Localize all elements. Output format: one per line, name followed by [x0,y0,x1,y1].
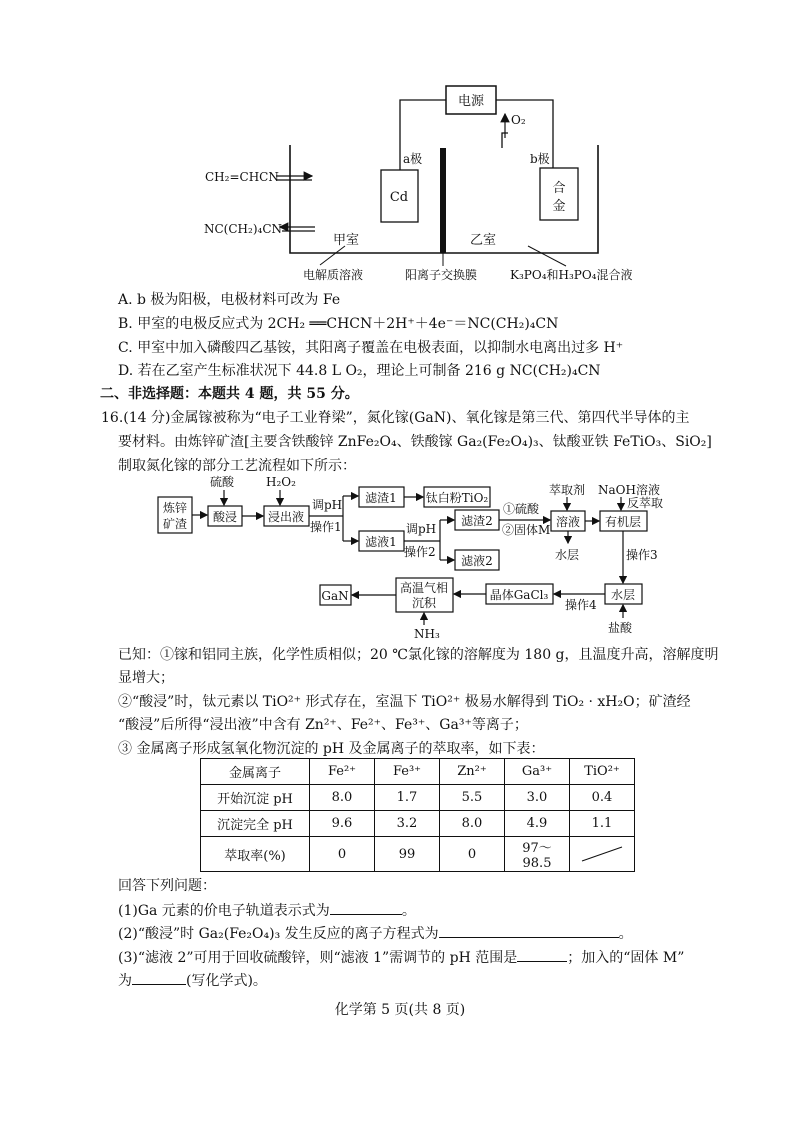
electrolyte-label: 电解质溶液 [303,268,364,282]
question-3 [118,947,684,968]
question-2-suffix: 。 [618,926,633,942]
table-header-cell: TiO²⁺ [570,759,635,785]
diagonal-slash [576,843,628,865]
table-cell: 97～98.5 [505,837,570,872]
table-cell: 0 [440,837,505,872]
filtrate1-label: 滤液1 [365,535,397,549]
questions-intro: 回答下列问题： [118,878,216,894]
anode-a-label: a极 [403,152,423,166]
table-row [201,837,635,872]
option-d: D. 若在乙室产生标准状况下 44.8 L O₂，理论上可制备 216 g NC(CH₂)₄CN [118,363,601,379]
ore-label-bottom: 矿渣 [162,517,188,531]
chamber-a-label: 甲室 [333,233,360,248]
sulfuric-acid-label: 硫酸 [210,475,235,489]
table-cell: 沉淀完全 pH [201,811,310,837]
adjust-ph2-label: 调pH [406,522,437,536]
known-line4: “酸浸”后所得“浸出液”中含有 Zn²⁺、Fe²⁺、Fe³⁺、Ga³⁺等离子； [118,717,528,733]
table-header-cell: Fe²⁺ [310,759,375,785]
o2-label: O₂ [511,113,526,127]
question-3-prefix: (3)“滤液 2”可用于回收硫酸锌，则“滤液 1”需调节的 pH 范围是 [118,950,518,966]
table-header-cell: Zn²⁺ [440,759,505,785]
table-cell: 8.0 [310,785,375,811]
table-header-cell: 金属离子 [201,759,310,785]
anode-b-label: b极 [530,152,550,166]
leachate-label: 浸出液 [267,510,305,524]
answer-blank-3[interactable] [517,947,567,962]
answer-blank-1[interactable] [330,900,402,915]
mixture-pointer [528,246,566,266]
question-2-prefix: (2)“酸浸”时 Ga₂(Fe₂O₄)₃ 发生反应的离子方程式为 [118,926,439,942]
question-1-prefix: (1)Ga 元素的价电子轨道表示式为 [118,903,330,919]
membrane-label: 阳离子交换膜 [405,268,478,282]
question-3-middle: ；加入的“固体 M” [567,950,685,966]
table-cell: 9.6 [310,811,375,837]
option-a: A. b 极为阳极，电极材料可改为 Fe [118,292,341,308]
high-temp-cvd-label-top: 高温气相 [399,581,449,595]
residue1-label: 滤渣1 [365,491,397,505]
table-cell: 萃取率(%) [201,837,310,872]
alloy-electrode-label-top: 合 [552,181,566,196]
option-c: C. 甲室中加入磷酸四乙基铵，其阳离子覆盖在电极表面，以抑制水电离出过多 H⁺ [118,340,624,356]
step-sulfuric-label: ①硫酸 [503,502,540,516]
power-supply-label: 电源 [457,94,485,109]
process-flowchart [0,470,800,670]
high-temp-cvd-label-bottom: 沉积 [411,596,437,610]
q16-intro-line2: 要材料。由炼锌矿渣[主要含铁酸锌 ZnFe₂O₄、铁酸镓 Ga₂(Fe₂O₄)₃、钛酸亚铁 FeTiO₃、SiO₂] [118,434,712,450]
table-cell-slash [570,837,635,872]
question-1-suffix: 。 [401,903,416,919]
known-line5: ③ 金属离子形成氢氧化物沉淀的 pH 及金属离子的萃取率，如下表： [118,741,545,757]
precipitation-table [200,758,635,872]
table-header-cell: Ga³⁺ [505,759,570,785]
question-3-line2-prefix: 为 [118,973,132,989]
acid-leach-label: 酸浸 [212,510,238,524]
input-reactant-label: CH₂=CHCN [205,170,279,184]
table-cell: 5.5 [440,785,505,811]
h2o2-label: H₂O₂ [266,475,296,489]
q16-intro-line1: 16.(14 分)金属镓被称为“电子工业脊梁”，氮化镓(GaN)、氧化镓是第三代、第四代半导体的主 [101,410,690,426]
answer-blank-4[interactable] [132,970,186,985]
table-cell: 3.2 [375,811,440,837]
table-cell: 4.9 [505,811,570,837]
question-3-line2-suffix: (写化学式)。 [186,973,267,989]
residue2-label: 滤渣2 [461,514,493,528]
operation4-label: 操作4 [565,598,597,612]
solution-label: 溶液 [555,515,581,529]
table-cell: 0.4 [570,785,635,811]
output-product-label: NC(CH₂)₄CN [204,222,282,236]
back-extraction-label: 反萃取 [627,496,664,510]
q16-intro-line3: 制取氮化镓的部分工艺流程如下所示： [118,458,356,474]
organic-layer-label: 有机层 [604,515,642,529]
option-b: B. 甲室的电极反应式为 2CH₂ ══CHCN＋2H⁺＋4e⁻＝NC(CH₂)₄CN [118,316,559,332]
alloy-electrode-label-bottom: 金 [552,199,566,214]
operation1-label: 操作1 [310,520,342,534]
nh3-label: NH₃ [414,627,440,641]
answer-blank-2[interactable] [439,923,619,938]
mixture-label: K₃PO₄和H₃PO₄混合液 [510,268,633,282]
electrolysis-cell-diagram [0,0,800,290]
table-cell: 开始沉淀 pH [201,785,310,811]
table-cell: 1.1 [570,811,635,837]
page-footer: 化学第 5 页(共 8 页) [334,1002,466,1018]
ore-label-top: 炼锌 [162,501,188,515]
table-row [201,785,635,811]
question-1 [118,900,416,921]
naoh-solution-label: NaOH溶液 [598,483,660,497]
filtrate2-label: 滤液2 [461,554,493,568]
question-3-line2 [118,970,267,991]
table-cell: 99 [375,837,440,872]
electrolyte-pointer [320,246,345,265]
step-solid-m-label: ②固体M [502,523,551,537]
chamber-b-label: 乙室 [470,233,497,248]
water-layer2-label: 水层 [610,588,636,602]
section-heading: 二、非选择题：本题共 4 题，共 55 分。 [100,386,359,402]
table-row [201,811,635,837]
hydrochloric-acid-label: 盐酸 [608,621,633,635]
adjust-ph1-label: 调pH [312,498,343,512]
table-header-row [201,759,635,785]
table-cell: 1.7 [375,785,440,811]
table-cell: 3.0 [505,785,570,811]
known-line1: 已知：①镓和铝同主族，化学性质相似；20 ℃氯化镓的溶解度为 180 g，且温度升高，溶解度明 [118,647,719,663]
gan-label: GaN [321,589,349,603]
operation3-label: 操作3 [626,548,658,562]
extractant-label: 萃取剂 [549,483,586,497]
table-cell: 8.0 [440,811,505,837]
cd-electrode-label: Cd [389,190,409,205]
cation-exchange-membrane [440,148,446,253]
question-2 [118,923,633,944]
operation2-label: 操作2 [404,545,436,559]
water-layer1-label: 水层 [555,548,580,562]
table-header-cell: Fe³⁺ [375,759,440,785]
crystal-gacl3-label: 晶体GaCl₃ [489,588,549,602]
titanium-white-label: 钛白粉TiO₂ [425,491,489,505]
known-line2: 显增大； [118,670,174,686]
table-cell: 0 [310,837,375,872]
known-line3: ②“酸浸”时，钛元素以 TiO²⁺ 形式存在，室温下 TiO²⁺ 极易水解得到 TiO₂ · xH₂O；矿渣经 [118,694,691,710]
